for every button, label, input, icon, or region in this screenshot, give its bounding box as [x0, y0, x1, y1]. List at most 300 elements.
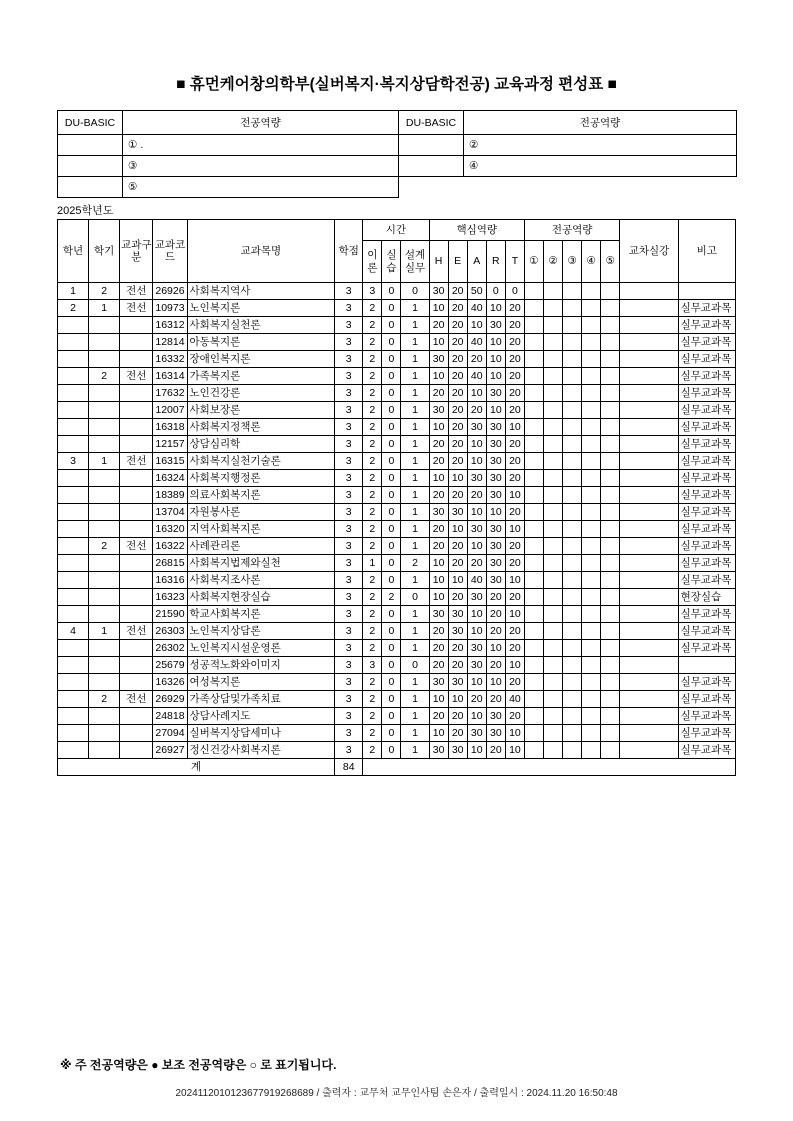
cell-e: 20 [448, 725, 467, 742]
cell-practice: 0 [382, 640, 401, 657]
course-row [58, 623, 736, 640]
page-title: ■ 휴먼케어창의학부(실버복지·복지상담학전공) 교육과정 편성표 ■ [176, 76, 617, 93]
cell-major-3 [563, 453, 582, 470]
cell-e: 20 [448, 385, 467, 402]
cell-major-3 [563, 385, 582, 402]
course-row [58, 334, 736, 351]
cell-major-4 [582, 521, 601, 538]
course-row [58, 419, 736, 436]
cell-design: 1 [401, 725, 429, 742]
cell-note: 실무교과목 [678, 300, 735, 317]
cell-r: 30 [486, 470, 505, 487]
course-row [58, 317, 736, 334]
cell-name: 노인복지론 [187, 300, 335, 317]
cell-theory: 2 [363, 300, 382, 317]
cell-practice: 0 [382, 419, 401, 436]
cell-semester [89, 351, 120, 368]
cell-practice: 0 [382, 317, 401, 334]
cell-major-5 [601, 368, 620, 385]
cell-h: 30 [429, 351, 448, 368]
header-theory: 이론 [363, 241, 382, 283]
cell-a: 10 [467, 317, 486, 334]
cell-cross-lecture [620, 283, 678, 300]
cell-e: 20 [448, 436, 467, 453]
cell-theory: 2 [363, 436, 382, 453]
cell-e: 20 [448, 589, 467, 606]
cell-note: 실무교과목 [678, 351, 735, 368]
cell-t: 10 [505, 487, 524, 504]
cell-practice: 0 [382, 555, 401, 572]
cell-category [120, 487, 153, 504]
cell-h: 20 [429, 640, 448, 657]
cell-semester [89, 402, 120, 419]
cell-major-4 [582, 436, 601, 453]
cell-a: 30 [467, 521, 486, 538]
cell-name: 사회복지현장실습 [187, 589, 335, 606]
cell-year: 1 [58, 283, 89, 300]
course-row [58, 657, 736, 674]
cell-major-2 [544, 538, 563, 555]
cell-cross-lecture [620, 538, 678, 555]
cell-major-2 [544, 708, 563, 725]
cell-category [120, 606, 153, 623]
cell-theory: 2 [363, 521, 382, 538]
cell-major-2 [544, 419, 563, 436]
cell-code: 12007 [153, 402, 187, 419]
header-practice: 실습 [382, 241, 401, 283]
cell-year [58, 385, 89, 402]
cell-category: 전선 [120, 368, 153, 385]
cell-cross-lecture [620, 453, 678, 470]
cell-major-2 [544, 674, 563, 691]
cell-code: 16315 [153, 453, 187, 470]
competency-item-4: ④ [464, 156, 737, 177]
cell-major-3 [563, 691, 582, 708]
cell-a: 10 [467, 453, 486, 470]
cell-r: 30 [486, 487, 505, 504]
cell-code: 26927 [153, 742, 187, 759]
cell-theory: 2 [363, 691, 382, 708]
cell-practice: 0 [382, 351, 401, 368]
cell-major-4 [582, 419, 601, 436]
cell-t: 20 [505, 589, 524, 606]
cell-name: 사회복지역사 [187, 283, 335, 300]
course-row [58, 725, 736, 742]
cell-theory: 2 [363, 725, 382, 742]
cell-name: 정신건강사회복지론 [187, 742, 335, 759]
cell-major-2 [544, 470, 563, 487]
header-code: 교과코드 [153, 220, 187, 283]
cell-credits: 3 [335, 640, 363, 657]
cell-code: 13704 [153, 504, 187, 521]
cell-credits: 3 [335, 334, 363, 351]
cell-h: 10 [429, 555, 448, 572]
cell-r: 30 [486, 419, 505, 436]
du-basic-row [58, 177, 737, 198]
cell-design: 1 [401, 674, 429, 691]
cell-major-1 [524, 674, 543, 691]
cell-semester [89, 504, 120, 521]
cell-code: 16332 [153, 351, 187, 368]
cell-semester [89, 606, 120, 623]
cell-cross-lecture [620, 555, 678, 572]
cell-category [120, 351, 153, 368]
cell-note: 실무교과목 [678, 623, 735, 640]
cell-r: 10 [486, 300, 505, 317]
cell-h: 20 [429, 538, 448, 555]
cell-year [58, 555, 89, 572]
cell-code: 26929 [153, 691, 187, 708]
header-core-group: 핵심역량 [429, 220, 524, 241]
total-label: 계 [58, 759, 335, 776]
cell-theory: 2 [363, 504, 382, 521]
cell-semester: 1 [89, 300, 120, 317]
cell-e: 20 [448, 419, 467, 436]
cell-cross-lecture [620, 487, 678, 504]
cell-theory: 2 [363, 351, 382, 368]
cell-note: 실무교과목 [678, 725, 735, 742]
course-table-body [58, 283, 736, 759]
cell-e: 20 [448, 334, 467, 351]
cell-category: 전선 [120, 691, 153, 708]
cell-note: 실무교과목 [678, 317, 735, 334]
course-row [58, 555, 736, 572]
cell-credits: 3 [335, 606, 363, 623]
cell-note: 실무교과목 [678, 334, 735, 351]
cell-h: 10 [429, 691, 448, 708]
cell-design: 1 [401, 572, 429, 589]
cell-major-2 [544, 623, 563, 640]
cell-major-5 [601, 538, 620, 555]
cell-major-2 [544, 742, 563, 759]
cell-code: 17632 [153, 385, 187, 402]
cell-category: 전선 [120, 300, 153, 317]
cell-year [58, 521, 89, 538]
cell-design: 1 [401, 640, 429, 657]
cell-theory: 2 [363, 334, 382, 351]
cell-r: 10 [486, 368, 505, 385]
cell-category [120, 708, 153, 725]
cell-design: 1 [401, 453, 429, 470]
cell-t: 10 [505, 725, 524, 742]
cell-major-1 [524, 657, 543, 674]
cell-major-5 [601, 606, 620, 623]
cell-major-3 [563, 589, 582, 606]
cell-major-2 [544, 317, 563, 334]
cell-code: 18389 [153, 487, 187, 504]
competency-item-3: ③ [123, 156, 399, 177]
cell-category [120, 317, 153, 334]
du-basic-cell-empty [399, 156, 464, 177]
cell-practice: 0 [382, 742, 401, 759]
cell-category: 전선 [120, 283, 153, 300]
cell-major-5 [601, 504, 620, 521]
du-basic-header-row [58, 111, 737, 135]
cell-major-3 [563, 300, 582, 317]
cell-major-1 [524, 691, 543, 708]
cell-year [58, 572, 89, 589]
cell-name: 사회복지정책론 [187, 419, 335, 436]
cell-major-3 [563, 317, 582, 334]
cell-r: 10 [486, 504, 505, 521]
cell-major-5 [601, 334, 620, 351]
course-row [58, 521, 736, 538]
cell-r: 30 [486, 555, 505, 572]
cell-r: 30 [486, 317, 505, 334]
header-semester: 학기 [89, 220, 120, 283]
cell-name: 실버복지상담세미나 [187, 725, 335, 742]
cell-major-1 [524, 419, 543, 436]
competency-header-left: 전공역량 [123, 111, 399, 135]
cell-note: 실무교과목 [678, 385, 735, 402]
cell-design: 1 [401, 606, 429, 623]
header-major-5: ⑤ [601, 241, 620, 283]
cell-category [120, 334, 153, 351]
cell-cross-lecture [620, 470, 678, 487]
cell-design: 0 [401, 589, 429, 606]
cell-cross-lecture [620, 351, 678, 368]
cell-t: 20 [505, 640, 524, 657]
cell-e: 10 [448, 521, 467, 538]
cell-major-1 [524, 623, 543, 640]
cell-major-5 [601, 283, 620, 300]
cell-major-2 [544, 300, 563, 317]
cell-note: 현장실습 [678, 589, 735, 606]
cell-major-5 [601, 691, 620, 708]
course-row [58, 691, 736, 708]
cell-theory: 2 [363, 572, 382, 589]
cell-name: 사회복지행정론 [187, 470, 335, 487]
cell-theory: 2 [363, 317, 382, 334]
course-row [58, 385, 736, 402]
cell-r: 20 [486, 623, 505, 640]
cell-note: 실무교과목 [678, 572, 735, 589]
cell-major-1 [524, 470, 543, 487]
curriculum-table [57, 219, 736, 776]
cell-design: 1 [401, 334, 429, 351]
cell-theory: 1 [363, 555, 382, 572]
du-basic-cell-empty [399, 135, 464, 156]
cell-major-4 [582, 402, 601, 419]
cell-major-5 [601, 521, 620, 538]
cell-note: 실무교과목 [678, 504, 735, 521]
cell-semester [89, 436, 120, 453]
cell-name: 장애인복지론 [187, 351, 335, 368]
cell-a: 30 [467, 419, 486, 436]
cell-r: 30 [486, 385, 505, 402]
course-row [58, 487, 736, 504]
header-course-name: 교과목명 [187, 220, 335, 283]
cell-category [120, 674, 153, 691]
cell-h: 20 [429, 708, 448, 725]
cell-note: 실무교과목 [678, 436, 735, 453]
cell-major-1 [524, 368, 543, 385]
du-basic-table [57, 110, 737, 198]
cell-major-2 [544, 368, 563, 385]
cell-year: 4 [58, 623, 89, 640]
cell-major-4 [582, 589, 601, 606]
cell-practice: 0 [382, 606, 401, 623]
cell-a: 10 [467, 742, 486, 759]
cell-r: 30 [486, 708, 505, 725]
cell-t: 20 [505, 436, 524, 453]
cell-design: 1 [401, 708, 429, 725]
cell-semester [89, 742, 120, 759]
cell-code: 25679 [153, 657, 187, 674]
cell-a: 20 [467, 555, 486, 572]
cell-e: 20 [448, 640, 467, 657]
cell-practice: 0 [382, 453, 401, 470]
cell-name: 지역사회복지론 [187, 521, 335, 538]
cell-h: 10 [429, 419, 448, 436]
cell-year [58, 606, 89, 623]
cell-major-3 [563, 572, 582, 589]
cell-t: 20 [505, 538, 524, 555]
cell-h: 10 [429, 470, 448, 487]
cell-category [120, 657, 153, 674]
cell-practice: 0 [382, 487, 401, 504]
cell-a: 40 [467, 368, 486, 385]
cell-credits: 3 [335, 453, 363, 470]
cell-r: 30 [486, 538, 505, 555]
cell-semester: 2 [89, 368, 120, 385]
cell-semester [89, 674, 120, 691]
cell-design: 1 [401, 436, 429, 453]
cell-design: 0 [401, 657, 429, 674]
cell-theory: 3 [363, 657, 382, 674]
cell-a: 20 [467, 487, 486, 504]
cell-semester [89, 657, 120, 674]
cell-e: 30 [448, 742, 467, 759]
cell-r: 30 [486, 521, 505, 538]
cell-semester [89, 521, 120, 538]
cell-h: 10 [429, 334, 448, 351]
cell-major-1 [524, 300, 543, 317]
cell-code: 16326 [153, 674, 187, 691]
cell-a: 10 [467, 708, 486, 725]
competency-item-1: ① . [123, 135, 399, 156]
cell-major-1 [524, 436, 543, 453]
cell-t: 20 [505, 470, 524, 487]
cell-r: 10 [486, 351, 505, 368]
cell-theory: 2 [363, 402, 382, 419]
cell-r: 20 [486, 691, 505, 708]
cell-credits: 3 [335, 317, 363, 334]
cell-e: 20 [448, 402, 467, 419]
cell-h: 10 [429, 725, 448, 742]
cell-semester: 1 [89, 623, 120, 640]
header-year: 학년 [58, 220, 89, 283]
header-major-group: 전공역량 [524, 220, 619, 241]
cell-r: 10 [486, 674, 505, 691]
cell-r: 20 [486, 657, 505, 674]
cell-code: 12814 [153, 334, 187, 351]
cell-r: 30 [486, 436, 505, 453]
cell-practice: 0 [382, 691, 401, 708]
cell-practice: 0 [382, 436, 401, 453]
cell-major-4 [582, 470, 601, 487]
cell-t: 10 [505, 419, 524, 436]
header-core-r: R [486, 241, 505, 283]
cell-year [58, 402, 89, 419]
cell-credits: 3 [335, 589, 363, 606]
cell-major-3 [563, 368, 582, 385]
cell-theory: 2 [363, 742, 382, 759]
cell-code: 26303 [153, 623, 187, 640]
cell-cross-lecture [620, 657, 678, 674]
cell-cross-lecture [620, 725, 678, 742]
cell-credits: 3 [335, 436, 363, 453]
cell-major-3 [563, 708, 582, 725]
cell-year [58, 334, 89, 351]
cell-credits: 3 [335, 351, 363, 368]
cell-credits: 3 [335, 691, 363, 708]
cell-e: 30 [448, 606, 467, 623]
cell-major-2 [544, 725, 563, 742]
cell-major-2 [544, 334, 563, 351]
cell-design: 1 [401, 487, 429, 504]
cell-major-2 [544, 283, 563, 300]
header-core-t: T [505, 241, 524, 283]
cell-major-3 [563, 725, 582, 742]
course-row [58, 708, 736, 725]
du-basic-row [58, 135, 737, 156]
cell-major-4 [582, 351, 601, 368]
cell-major-5 [601, 436, 620, 453]
cell-name: 자원봉사론 [187, 504, 335, 521]
cell-design: 1 [401, 351, 429, 368]
cell-code: 16320 [153, 521, 187, 538]
cell-t: 20 [505, 334, 524, 351]
cell-year [58, 504, 89, 521]
cell-note: 실무교과목 [678, 691, 735, 708]
cell-h: 30 [429, 674, 448, 691]
cell-note: 실무교과목 [678, 487, 735, 504]
cell-credits: 3 [335, 487, 363, 504]
cell-t: 20 [505, 555, 524, 572]
cell-major-4 [582, 334, 601, 351]
header-core-e: E [448, 241, 467, 283]
cell-practice: 0 [382, 572, 401, 589]
cell-major-1 [524, 572, 543, 589]
cell-a: 50 [467, 283, 486, 300]
cell-code: 16323 [153, 589, 187, 606]
cell-name: 노인복지상담론 [187, 623, 335, 640]
cell-major-3 [563, 470, 582, 487]
header-cross-lecture: 교차실강 [620, 220, 678, 283]
cell-r: 30 [486, 725, 505, 742]
cell-name: 노인건강론 [187, 385, 335, 402]
cell-design: 1 [401, 419, 429, 436]
cell-major-4 [582, 691, 601, 708]
cell-credits: 3 [335, 470, 363, 487]
cell-design: 1 [401, 402, 429, 419]
cell-e: 20 [448, 317, 467, 334]
cell-theory: 2 [363, 419, 382, 436]
academic-year-label: 2025학년도 [57, 205, 114, 217]
cell-credits: 3 [335, 419, 363, 436]
cell-a: 10 [467, 436, 486, 453]
cell-code: 16322 [153, 538, 187, 555]
cell-major-4 [582, 742, 601, 759]
cell-major-4 [582, 385, 601, 402]
cell-major-1 [524, 385, 543, 402]
cell-major-2 [544, 436, 563, 453]
cell-year [58, 538, 89, 555]
cell-major-5 [601, 742, 620, 759]
cell-year [58, 589, 89, 606]
cell-major-1 [524, 521, 543, 538]
